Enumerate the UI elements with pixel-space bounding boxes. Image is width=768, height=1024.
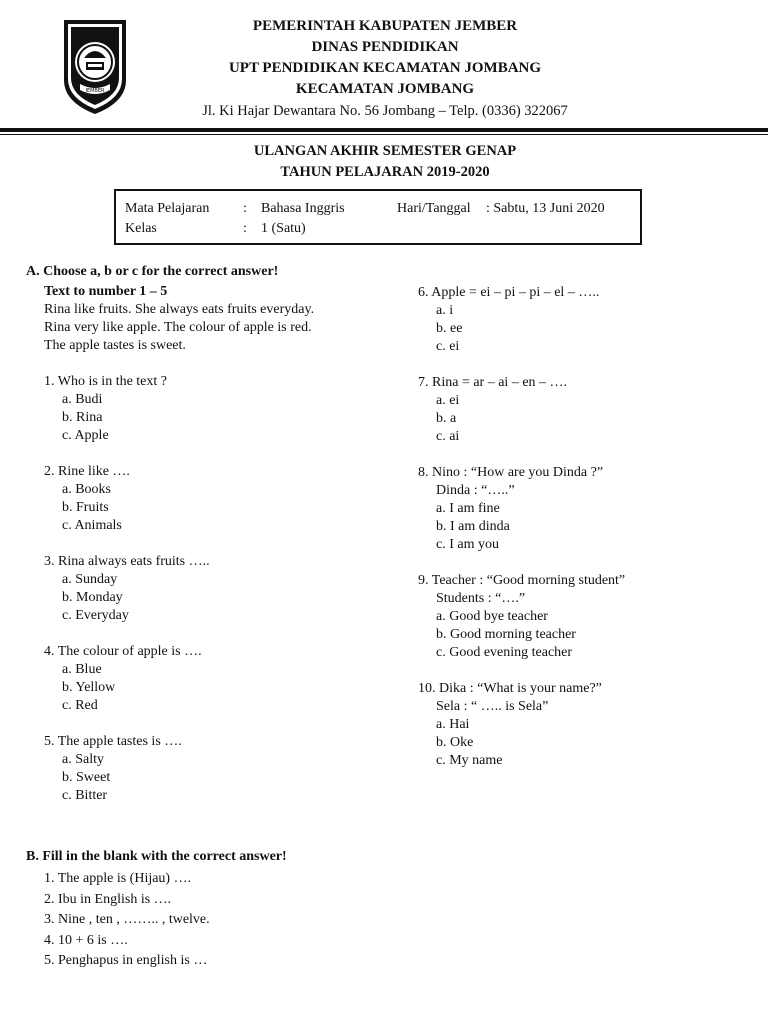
question-response-line: Sela : “ ….. is Sela” — [436, 699, 549, 714]
subject-separator: : — [243, 201, 247, 216]
passage-line: The apple tastes is sweet. — [44, 338, 186, 353]
question-text: 5. The apple tastes is …. — [44, 734, 182, 749]
subject-value: Bahasa Inggris — [261, 201, 345, 216]
letterhead — [150, 16, 620, 122]
letterhead-line-2: DINAS PENDIDIKAN — [311, 39, 459, 55]
option-a: a. I am fine — [436, 501, 500, 516]
option-c: c. Everyday — [62, 608, 129, 623]
kabupaten-jember-logo — [62, 18, 128, 116]
option-a: a. Budi — [62, 392, 103, 407]
option-a: a. Hai — [436, 717, 470, 732]
date-value: : Sabtu, 13 Juni 2020 — [486, 201, 605, 216]
letterhead-line-1: PEMERINTAH KABUPATEN JEMBER — [252, 18, 518, 34]
question-2 — [44, 463, 314, 535]
question-9 — [418, 572, 625, 662]
right-column — [418, 284, 625, 788]
letterhead-line-3: UPT PENDIDIKAN KECAMATAN JOMBANG — [228, 60, 542, 76]
question-response-line: Dinda : “…..” — [436, 483, 515, 498]
option-b: b. Oke — [436, 735, 474, 750]
passage-line: Rina like fruits. She always eats fruits everyday. — [44, 302, 315, 317]
option-a: a. Salty — [62, 752, 104, 767]
option-c: c. ei — [436, 339, 460, 354]
fill-in-list — [44, 869, 210, 972]
question-7 — [418, 374, 625, 446]
section-a-heading: A. Choose a, b or c for the correct answer! — [26, 264, 279, 279]
option-c: c. Red — [62, 698, 98, 713]
question-response-line: Students : “….” — [436, 591, 526, 606]
fill-item: 2. Ibu in English is …. — [44, 891, 172, 907]
question-5 — [44, 733, 314, 805]
exam-year-line: TAHUN PELAJARAN 2019-2020 — [280, 164, 490, 180]
exam-title-line: ULANGAN AKHIR SEMESTER GENAP — [253, 143, 517, 159]
reading-passage — [44, 283, 314, 355]
fill-item: 5. Penghapus in english is … — [44, 953, 208, 968]
question-text: 6. Apple = ei – pi – pi – el – ….. — [418, 285, 600, 300]
question-text: 3. Rina always eats fruits ….. — [44, 554, 210, 569]
question-8 — [418, 464, 625, 554]
option-c: c. ai — [436, 429, 460, 444]
question-text: 2. Rine like …. — [44, 464, 130, 479]
option-b: b. Fruits — [62, 500, 109, 515]
logo-caption: JEMBER — [85, 88, 105, 94]
question-text: 9. Teacher : “Good morning student” — [418, 573, 626, 588]
option-c: c. I am you — [436, 537, 499, 552]
date-label: Hari/Tanggal — [397, 201, 471, 216]
option-c: c. Good evening teacher — [436, 645, 573, 660]
option-b: b. ee — [436, 321, 463, 336]
option-a: a. ei — [436, 393, 460, 408]
option-a: a. Sunday — [62, 572, 118, 587]
option-a: a. Blue — [62, 662, 102, 677]
option-b: b. Sweet — [62, 770, 111, 785]
left-column — [44, 283, 314, 823]
exam-info-box — [114, 189, 642, 245]
exam-title — [150, 141, 620, 183]
option-b: b. I am dinda — [436, 519, 510, 534]
question-10 — [418, 680, 625, 770]
option-b: b. Good morning teacher — [436, 627, 576, 642]
question-4 — [44, 643, 314, 715]
class-value: 1 (Satu) — [261, 221, 306, 236]
letterhead-rule-thick — [0, 128, 768, 132]
class-label: Kelas — [125, 221, 157, 236]
option-b: b. Monday — [62, 590, 123, 605]
letterhead-rule-thin — [0, 134, 768, 135]
option-b: b. Rina — [62, 410, 103, 425]
question-text: 7. Rina = ar – ai – en – …. — [418, 375, 568, 390]
question-6 — [418, 284, 625, 356]
subject-label: Mata Pelajaran — [125, 201, 210, 216]
option-b: b. Yellow — [62, 680, 116, 695]
option-a: a. Good bye teacher — [436, 609, 548, 624]
question-text: 8. Nino : “How are you Dinda ?” — [418, 465, 604, 480]
option-c: c. Bitter — [62, 788, 108, 803]
option-c: c. Animals — [62, 518, 122, 533]
fill-item: 3. Nine , ten , …….. , twelve. — [44, 912, 210, 927]
question-text: 10. Dika : “What is your name?” — [418, 681, 602, 696]
passage-heading: Text to number 1 – 5 — [44, 284, 168, 299]
class-separator: : — [243, 221, 247, 236]
question-text: 1. Who is in the text ? — [44, 374, 167, 389]
option-c: c. Apple — [62, 428, 109, 443]
passage-line: Rina very like apple. The colour of apple is red. — [44, 320, 312, 335]
fill-item: 1. The apple is (Hijau) …. — [44, 871, 192, 886]
option-a: a. Books — [62, 482, 111, 497]
letterhead-address: Jl. Ki Hajar Dewantara No. 56 Jombang – Telp. (0336) 322067 — [202, 103, 568, 119]
option-c: c. My name — [436, 753, 503, 768]
section-b-heading: B. Fill in the blank with the correct answer! — [26, 849, 287, 864]
option-b: b. a — [436, 411, 457, 426]
letterhead-line-4: KECAMATAN JOMBANG — [295, 81, 475, 97]
question-1 — [44, 373, 314, 445]
fill-item: 4. 10 + 6 is …. — [44, 932, 128, 948]
question-text: 4. The colour of apple is …. — [44, 644, 202, 659]
question-3 — [44, 553, 314, 625]
option-a: a. i — [436, 303, 454, 318]
